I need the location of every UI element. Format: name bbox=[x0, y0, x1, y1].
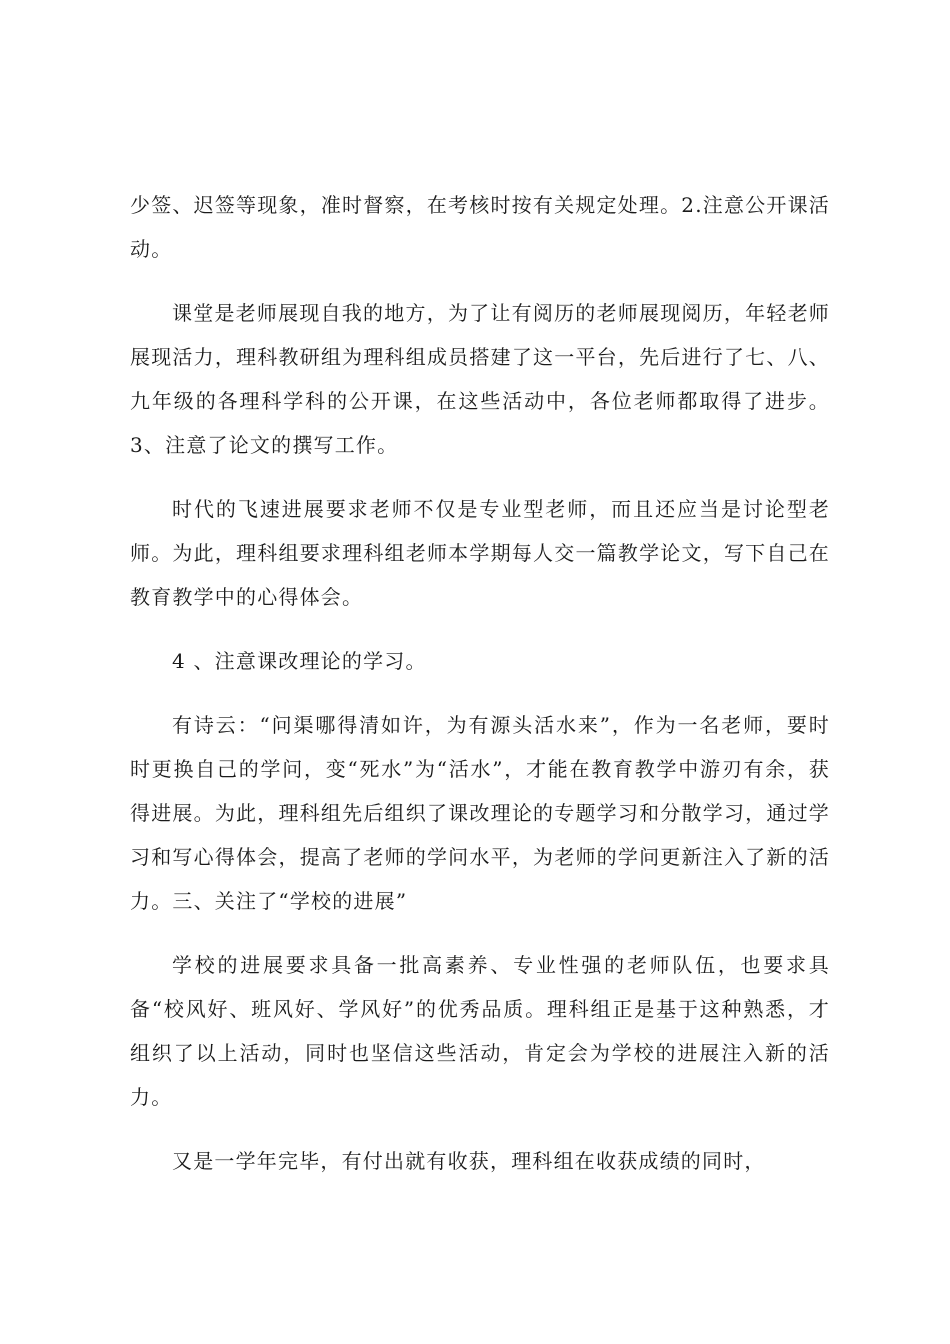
section-heading-reform-theory: 4 、注意课改理论的学习。 bbox=[172, 649, 427, 673]
paragraph-poem: 有诗云：“问渠哪得清如许，为有源头活水来”，作为一名老师，要时时更换自己的学问，变“死水”为“活水”，才能在教育教学中游刃有余，获得进展。为此，理科组先后组织了课改理论的专题学习和分散学习，通过学习和写心得体会，提高了老师的学问水平，为老师的学问更新注入了新的活力。三、关注了“学校的进展” bbox=[130, 713, 830, 913]
paragraph-year-end: 又是一学年完毕，有付出就有收获，理科组在收获成绩的同时， bbox=[172, 1149, 766, 1173]
document-body bbox=[130, 183, 830, 1203]
paragraph-continuation: 少签、迟签等现象，准时督察，在考核时按有关规定处理。2.注意公开课活动。 bbox=[130, 193, 830, 261]
paragraph-school-development: 学校的进展要求具备一批高素养、专业性强的老师队伍，也要求具备“校风好、班风好、学风好”的优秀品质。理科组正是基于这种熟悉，才组织了以上活动，同时也坚信这些活动，肯定会为学校的进展注入新的活力。 bbox=[130, 953, 830, 1109]
paragraph-papers: 时代的飞速进展要求老师不仅是专业型老师，而且还应当是讨论型老师。为此，理科组要求理科组老师本学期每人交一篇教学论文，写下自己在教育教学中的心得体会。 bbox=[130, 497, 830, 609]
paragraph-open-class: 课堂是老师展现自我的地方，为了让有阅历的老师展现阅历，年轻老师展现活力，理科教研组为理科组成员搭建了这一平台，先后进行了七、八、九年级的各理科学科的公开课，在这些活动中，各位老师都取得了进步。3、注意了论文的撰写工作。 bbox=[130, 301, 830, 457]
